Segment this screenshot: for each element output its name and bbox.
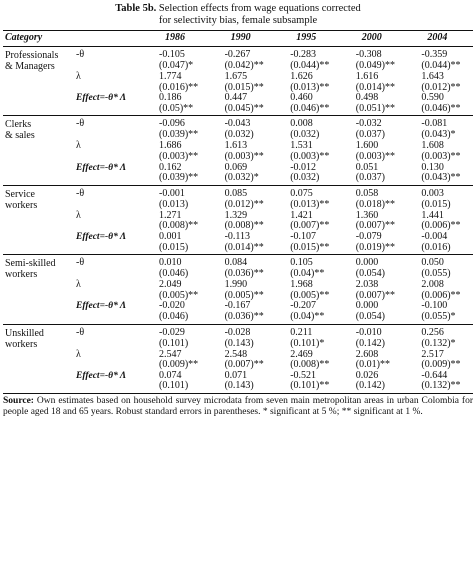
- selection-effects-table: [3, 30, 473, 394]
- standard-error-cell: (0.003)**: [355, 150, 395, 162]
- effect-label-italic: Effect: [76, 93, 100, 104]
- table-row: [3, 232, 473, 243]
- table-body: [3, 47, 473, 394]
- category-name-line1: Semi-skilled: [5, 258, 56, 270]
- estimate-cell: -0.359: [421, 49, 448, 60]
- estimate-cell: 0.460: [290, 92, 313, 104]
- row-label-empty: [69, 381, 145, 393]
- category-cell: [3, 360, 69, 371]
- category-cell: [3, 243, 69, 255]
- estimate-cell: 0.050: [421, 257, 444, 269]
- estimate-cell: -0.001: [159, 187, 185, 199]
- estimate-cell: -0.283: [290, 49, 317, 60]
- standard-error-cell: (0.003)**: [290, 150, 330, 162]
- estimate-cell: 2.548: [224, 348, 248, 360]
- standard-error-cell: (0.012)**: [421, 81, 461, 93]
- effect-label-italic: Effect: [76, 370, 100, 381]
- estimate-cell: 1.626: [290, 71, 313, 82]
- header-category: Category: [3, 31, 145, 47]
- estimate-cell: -0.079: [355, 230, 382, 242]
- category-cell: [3, 232, 69, 243]
- estimate-cell: 1.968: [290, 279, 313, 291]
- standard-error-cell: (0.051)**: [342, 104, 408, 116]
- row-label-empty: [69, 152, 145, 163]
- row-label-empty: [69, 360, 145, 371]
- standard-error-cell: (0.005)**: [224, 289, 264, 301]
- row-label-effect: [69, 371, 145, 382]
- header-year: 2004: [407, 31, 473, 47]
- row-label-empty: [69, 312, 145, 324]
- standard-error-cell: (0.042)**: [224, 60, 264, 71]
- estimate-cell: 2.547: [159, 348, 182, 360]
- category-name-line1: Unskilled: [5, 327, 44, 339]
- standard-error-cell: (0.032): [224, 129, 254, 141]
- standard-error-cell: (0.015)**: [276, 243, 342, 255]
- standard-error-cell: (0.04)**: [290, 268, 325, 280]
- estimate-cell: -0.043: [224, 118, 251, 130]
- table-row: [3, 185, 473, 200]
- row-label-theta: -θ: [76, 118, 85, 130]
- standard-error-cell: (0.039)**: [145, 173, 211, 185]
- estimate-cell: -0.020: [159, 300, 185, 312]
- effect-label-italic: Effect: [76, 162, 100, 173]
- standard-error-cell: (0.101): [159, 337, 189, 349]
- effect-label-italic: Effect: [76, 231, 100, 242]
- category-name-line2: workers: [5, 269, 38, 281]
- estimate-cell: 0.498: [355, 92, 379, 104]
- estimate-cell: 1.421: [290, 209, 313, 221]
- standard-error-cell: (0.009)**: [421, 359, 461, 371]
- header-year: 1995: [276, 31, 342, 47]
- estimate-cell: -0.029: [159, 326, 185, 338]
- estimate-cell: -0.100: [421, 300, 448, 312]
- estimate-cell: 2.517: [421, 348, 444, 360]
- standard-error-cell: (0.032)*: [211, 173, 277, 185]
- standard-error-cell: (0.044)**: [421, 60, 461, 71]
- category-cell: [3, 152, 69, 163]
- category-name-line1: Clerks: [5, 119, 32, 131]
- standard-error-cell: (0.018)**: [355, 198, 395, 210]
- standard-error-cell: (0.008)**: [159, 220, 199, 232]
- effect-label-formula: =-θ* Λ: [99, 301, 127, 312]
- standard-error-cell: (0.006)**: [421, 289, 461, 301]
- estimate-cell: 0.211: [290, 326, 313, 338]
- estimate-cell: -0.010: [355, 326, 382, 338]
- estimate-cell: 1.990: [224, 279, 248, 291]
- standard-error-cell: (0.015)**: [224, 81, 264, 93]
- table-row: [3, 243, 473, 255]
- estimate-cell: 0.001: [159, 230, 182, 242]
- estimate-cell: 1.643: [421, 71, 444, 82]
- estimate-cell: 0.130: [421, 161, 444, 173]
- row-label-lambda: λ: [76, 209, 81, 221]
- estimate-cell: 0.026: [355, 369, 379, 381]
- standard-error-cell: (0.101)*: [290, 337, 325, 349]
- estimate-cell: -0.167: [224, 300, 251, 312]
- table-title: [3, 3, 473, 15]
- table-row: [3, 104, 473, 116]
- standard-error-cell: (0.043)**: [407, 173, 473, 185]
- table-title-line1: Selection effects from wage equations corrected: [158, 3, 361, 14]
- table-row: [3, 324, 473, 339]
- estimate-cell: -0.012: [290, 161, 317, 173]
- row-label-empty: [69, 291, 145, 302]
- estimate-cell: 1.608: [421, 140, 444, 152]
- table-title-line2: for selectivity bias, female subsample: [158, 15, 318, 26]
- table-row: [3, 47, 473, 62]
- standard-error-cell: (0.007)**: [355, 220, 395, 232]
- standard-error-cell: (0.003)**: [159, 150, 199, 162]
- estimate-cell: 0.256: [421, 326, 444, 338]
- standard-error-cell: (0.032): [276, 173, 342, 185]
- estimate-cell: 2.008: [421, 279, 444, 291]
- category-cell: [3, 350, 69, 361]
- standard-error-cell: (0.012)**: [224, 198, 264, 210]
- category-cell: [3, 371, 69, 382]
- category-cell: [3, 83, 69, 94]
- standard-error-cell: (0.046): [145, 312, 211, 324]
- document-page: [3, 2, 473, 418]
- standard-error-cell: (0.046): [159, 268, 189, 280]
- estimate-cell: 1.774: [159, 71, 182, 82]
- source-text: Own estimates based on household survey microdata from seven main metropolitan areas in urban Colombia for people aged 18 and 65 years. Robust standard errors in parentheses. * significant at 5 %; ** significant at 1 %.: [3, 395, 473, 417]
- estimate-cell: 0.010: [159, 257, 182, 269]
- category-cell: [3, 104, 69, 116]
- estimate-cell: 0.084: [224, 257, 248, 269]
- estimate-cell: 1.686: [159, 140, 182, 152]
- estimate-cell: -0.267: [224, 49, 251, 60]
- row-label-lambda: λ: [76, 279, 81, 291]
- standard-error-cell: (0.142): [342, 381, 408, 393]
- category-cell: [3, 280, 69, 291]
- category-cell: [3, 163, 69, 174]
- estimate-cell: 2.608: [355, 348, 379, 360]
- standard-error-cell: (0.101)**: [276, 381, 342, 393]
- category-cell: [3, 93, 69, 104]
- estimate-cell: 0.085: [224, 187, 248, 199]
- standard-error-cell: (0.036)**: [211, 312, 277, 324]
- header-year: 2000: [342, 31, 408, 47]
- row-label-effect: [69, 232, 145, 243]
- row-label-effect: [69, 301, 145, 312]
- estimate-cell: 1.329: [224, 209, 248, 221]
- standard-error-cell: (0.055): [421, 268, 451, 280]
- table-row: [3, 381, 473, 393]
- header-year: 1986: [145, 31, 211, 47]
- category-name-line2: workers: [5, 338, 38, 350]
- estimate-cell: 0.447: [224, 92, 248, 104]
- standard-error-cell: (0.142): [355, 337, 385, 349]
- estimate-cell: 0.186: [159, 92, 182, 104]
- category-name-line2: & Managers: [5, 61, 55, 72]
- standard-error-cell: (0.016): [407, 243, 473, 255]
- standard-error-cell: (0.01)**: [355, 359, 390, 371]
- source-note: [3, 396, 473, 418]
- row-label-theta: -θ: [76, 257, 85, 269]
- standard-error-cell: (0.003)**: [224, 150, 264, 162]
- row-label-theta: -θ: [76, 49, 85, 60]
- standard-error-cell: (0.003)**: [421, 150, 461, 162]
- estimate-cell: 1.616: [355, 71, 379, 82]
- estimate-cell: 0.058: [355, 187, 379, 199]
- estimate-cell: 1.600: [355, 140, 379, 152]
- standard-error-cell: (0.032): [290, 129, 320, 141]
- standard-error-cell: (0.054): [342, 312, 408, 324]
- standard-error-cell: (0.143): [224, 337, 254, 349]
- standard-error-cell: (0.008)**: [224, 220, 264, 232]
- category-cell: [3, 141, 69, 152]
- estimate-cell: -0.096: [159, 118, 185, 130]
- row-label-empty: [69, 243, 145, 255]
- standard-error-cell: (0.05)**: [145, 104, 211, 116]
- standard-error-cell: (0.04)**: [276, 312, 342, 324]
- standard-error-cell: (0.039)**: [159, 129, 199, 141]
- standard-error-cell: (0.132)*: [421, 337, 456, 349]
- estimate-cell: 0.008: [290, 118, 313, 130]
- estimate-cell: 2.049: [159, 279, 182, 291]
- estimate-cell: 0.000: [355, 300, 379, 312]
- table-row: [3, 339, 473, 350]
- table-label: Table 5b.: [115, 3, 157, 14]
- standard-error-cell: (0.132)**: [407, 381, 473, 393]
- row-label-theta: -θ: [76, 187, 85, 199]
- estimate-cell: 0.105: [290, 257, 313, 269]
- table-row: [3, 72, 473, 83]
- estimate-cell: 0.000: [355, 257, 379, 269]
- standard-error-cell: (0.014)**: [355, 81, 395, 93]
- table-row: [3, 255, 473, 270]
- row-label-lambda: λ: [76, 348, 81, 360]
- row-label-effect: [69, 163, 145, 174]
- standard-error-cell: (0.036)**: [224, 268, 264, 280]
- estimate-cell: 1.271: [159, 209, 182, 221]
- standard-error-cell: (0.037): [355, 129, 385, 141]
- estimate-cell: -0.644: [421, 369, 448, 381]
- effect-label-formula: =-θ* Λ: [99, 231, 127, 242]
- standard-error-cell: (0.014)**: [211, 243, 277, 255]
- standard-error-cell: (0.015): [421, 198, 451, 210]
- row-label-theta: -θ: [76, 326, 85, 338]
- estimate-cell: -0.004: [421, 230, 448, 242]
- estimate-cell: 0.069: [224, 161, 248, 173]
- source-label: Source:: [3, 395, 34, 406]
- standard-error-cell: (0.045)**: [211, 104, 277, 116]
- row-label-empty: [69, 221, 145, 232]
- category-name-line1: Service: [5, 188, 35, 200]
- standard-error-cell: (0.006)**: [421, 220, 461, 232]
- standard-error-cell: (0.049)**: [355, 60, 395, 71]
- effect-label-formula: =-θ* Λ: [99, 93, 127, 104]
- estimate-cell: -0.105: [159, 49, 185, 60]
- standard-error-cell: (0.008)**: [290, 359, 330, 371]
- standard-error-cell: (0.037): [342, 173, 408, 185]
- standard-error-cell: (0.016)**: [159, 81, 199, 93]
- category-cell: [3, 72, 69, 83]
- table-row: [3, 173, 473, 185]
- category-cell: [3, 173, 69, 185]
- estimate-cell: 0.075: [290, 187, 313, 199]
- category-name-line1: Professionals: [5, 50, 59, 61]
- row-label-empty: [69, 339, 145, 350]
- estimate-cell: 1.531: [290, 140, 313, 152]
- standard-error-cell: (0.055)*: [407, 312, 473, 324]
- standard-error-cell: (0.007)**: [224, 359, 264, 371]
- standard-error-cell: (0.046)**: [276, 104, 342, 116]
- estimate-cell: -0.308: [355, 49, 382, 60]
- row-label-empty: [69, 83, 145, 94]
- estimate-cell: 2.469: [290, 348, 313, 360]
- estimate-cell: -0.032: [355, 118, 382, 130]
- estimate-cell: 1.675: [224, 71, 248, 82]
- standard-error-cell: (0.143): [211, 381, 277, 393]
- standard-error-cell: (0.013)**: [290, 198, 330, 210]
- standard-error-cell: (0.007)**: [355, 289, 395, 301]
- estimate-cell: 0.074: [159, 369, 182, 381]
- estimate-cell: 1.613: [224, 140, 248, 152]
- estimate-cell: 1.360: [355, 209, 379, 221]
- category-cell: [3, 291, 69, 302]
- estimate-cell: 1.441: [421, 209, 444, 221]
- row-label-empty: [69, 104, 145, 116]
- standard-error-cell: (0.054): [355, 268, 385, 280]
- row-label-empty: [69, 173, 145, 185]
- row-label-lambda: λ: [76, 71, 81, 82]
- estimate-cell: 0.003: [421, 187, 444, 199]
- standard-error-cell: (0.044)**: [290, 60, 330, 71]
- category-name-line2: & sales: [5, 130, 35, 142]
- estimate-cell: 0.590: [421, 92, 444, 104]
- standard-error-cell: (0.046)**: [407, 104, 473, 116]
- estimate-cell: 0.071: [224, 369, 248, 381]
- standard-error-cell: (0.009)**: [159, 359, 199, 371]
- estimate-cell: -0.207: [290, 300, 317, 312]
- table-row: [3, 312, 473, 324]
- effect-label-formula: =-θ* Λ: [99, 370, 127, 381]
- standard-error-cell: (0.019)**: [342, 243, 408, 255]
- standard-error-cell: (0.013): [159, 198, 189, 210]
- table-header-row: [3, 31, 473, 47]
- estimate-cell: 0.162: [159, 161, 182, 173]
- row-label-effect: [69, 93, 145, 104]
- row-label-lambda: λ: [76, 140, 81, 152]
- header-year: 1990: [211, 31, 277, 47]
- estimate-cell: 2.038: [355, 279, 379, 291]
- standard-error-cell: (0.005)**: [159, 289, 199, 301]
- category-cell: [3, 312, 69, 324]
- estimate-cell: -0.521: [290, 369, 317, 381]
- standard-error-cell: (0.043)*: [421, 129, 456, 141]
- standard-error-cell: (0.047)*: [159, 60, 194, 71]
- effect-label-italic: Effect: [76, 301, 100, 312]
- category-name-line2: workers: [5, 199, 38, 211]
- estimate-cell: -0.081: [421, 118, 448, 130]
- estimate-cell: 0.051: [355, 161, 379, 173]
- category-cell: [3, 301, 69, 312]
- estimate-cell: -0.113: [224, 230, 251, 242]
- estimate-cell: -0.028: [224, 326, 251, 338]
- standard-error-cell: (0.101): [145, 381, 211, 393]
- category-cell: [3, 211, 69, 222]
- estimate-cell: -0.107: [290, 230, 317, 242]
- category-cell: [3, 381, 69, 393]
- standard-error-cell: (0.015): [145, 243, 211, 255]
- standard-error-cell: (0.013)**: [290, 81, 330, 93]
- standard-error-cell: (0.005)**: [290, 289, 330, 301]
- category-cell: [3, 221, 69, 232]
- effect-label-formula: =-θ* Λ: [99, 162, 127, 173]
- table-row: [3, 152, 473, 163]
- standard-error-cell: (0.007)**: [290, 220, 330, 232]
- table-row: [3, 116, 473, 131]
